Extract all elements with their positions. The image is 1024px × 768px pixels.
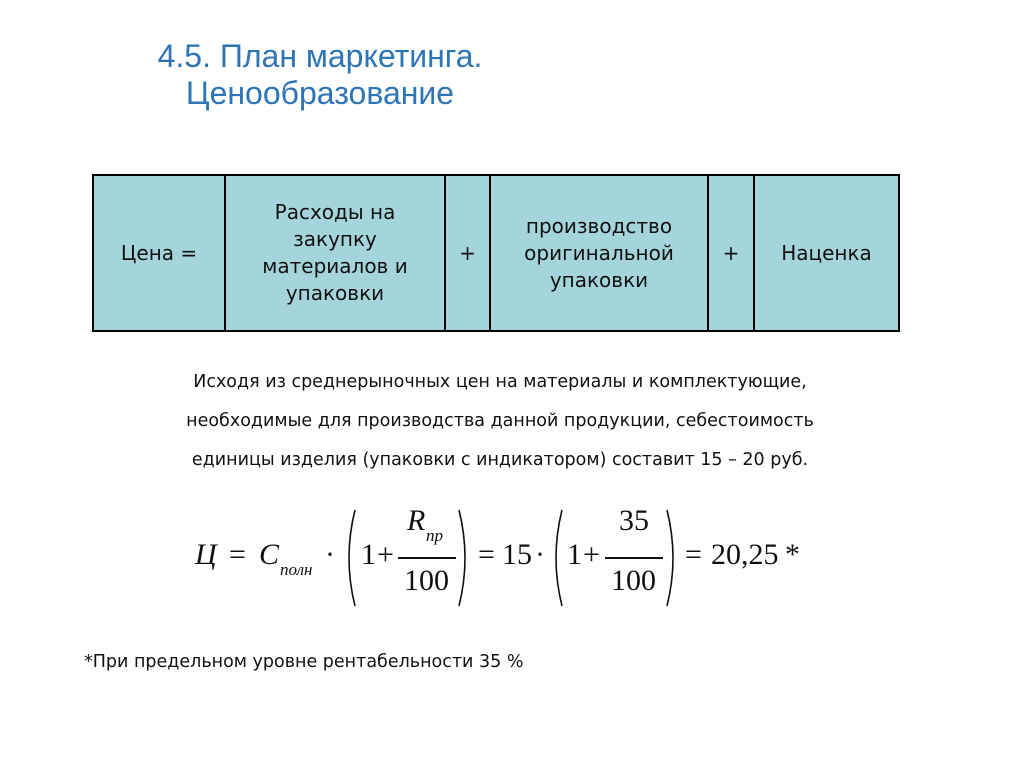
eq-result: 20,25 [711, 538, 779, 571]
eq-plus-1: + [377, 538, 394, 571]
eq-equals-1: = [229, 538, 246, 571]
eq-equals-2: = [478, 538, 495, 571]
price-equation [195, 504, 815, 608]
fraction-bar-1 [398, 557, 456, 559]
eq-denominator-2: 100 [611, 564, 656, 597]
paragraph-line-2: необходимые для производства данной продукции, себестоимость [186, 411, 814, 431]
pricing-formula-table [92, 174, 900, 332]
eq-one-1: 1 [361, 538, 376, 571]
title-line-1: 4.5. План маркетинга. [157, 38, 483, 74]
plus-cell: + [708, 175, 754, 331]
eq-profit-symbol: R [407, 504, 426, 537]
left-paren-2 [550, 508, 564, 608]
right-paren-2 [665, 508, 679, 608]
eq-denominator-1: 100 [404, 564, 449, 597]
title-line-2: Ценообразование [185, 75, 455, 111]
slide-title [0, 38, 640, 112]
right-paren-1 [457, 508, 471, 608]
eq-asterisk: * [785, 538, 800, 571]
eq-cost-subscript: полн [280, 560, 313, 579]
cost-paragraph [110, 363, 890, 480]
eq-dot-2: · [535, 538, 545, 571]
markup-cell: Наценка [754, 175, 899, 331]
eq-cost-symbol: С [259, 538, 280, 571]
eq-numerator-2: 35 [619, 504, 649, 537]
price-cell: Цена = [93, 175, 225, 331]
footnote: *При предельном уровне рентабельности 35 % [84, 652, 524, 672]
materials-cost-cell: Расходы на закупку материалов и упаковки [225, 175, 445, 331]
eq-profit-subscript: пр [426, 526, 443, 545]
plus-cell: + [445, 175, 490, 331]
paragraph-line-1: Исходя из среднерыночных цен на материалы и комплектующие, [193, 372, 807, 392]
eq-equals-3: = [685, 538, 702, 571]
left-paren-1 [343, 508, 357, 608]
formula-row [93, 175, 899, 331]
eq-plus-2: + [583, 538, 600, 571]
eq-fifteen: 15 [502, 538, 532, 571]
packaging-production-cell: производство оригинальной упаковки [490, 175, 708, 331]
eq-dot-1: · [325, 538, 335, 571]
fraction-bar-2 [605, 557, 663, 559]
eq-price-symbol: Ц [195, 538, 217, 571]
eq-one-2: 1 [567, 538, 582, 571]
paragraph-line-3: единицы изделия (упаковки с индикатором) составит 15 – 20 руб. [191, 450, 809, 470]
